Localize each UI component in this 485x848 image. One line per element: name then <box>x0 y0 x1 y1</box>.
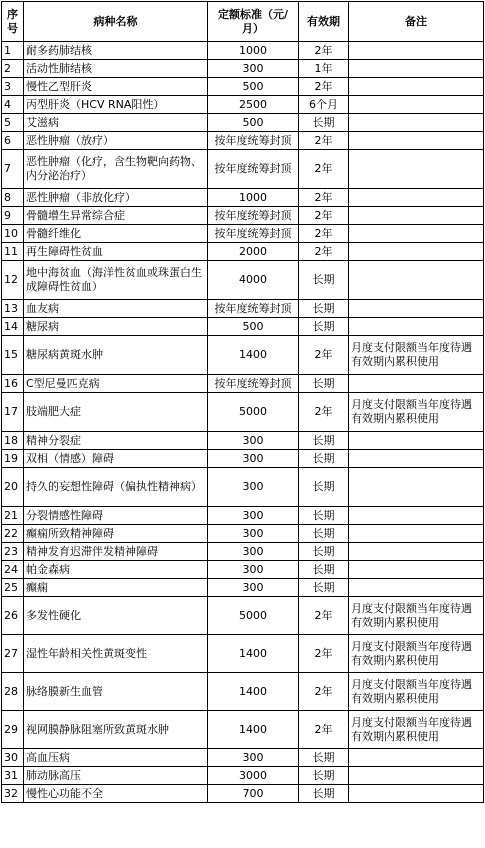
cell-serial-number: 18 <box>2 432 24 450</box>
cell-disease-name: 恶性肿瘤（放疗） <box>24 132 208 150</box>
cell-disease-name: 丙型肝炎（HCV RNA阳性） <box>24 96 208 114</box>
cell-remarks: 月度支付限额当年度待遇有效期内累积使用 <box>349 711 484 749</box>
cell-valid-period: 长期 <box>299 432 349 450</box>
cell-disease-name: 糖尿病 <box>24 318 208 336</box>
table-row <box>2 114 484 132</box>
cell-quota-standard: 1000 <box>208 42 299 60</box>
cell-quota-standard: 300 <box>208 749 299 767</box>
cell-serial-number: 2 <box>2 60 24 78</box>
cell-disease-name: C型尼曼匹克病 <box>24 375 208 393</box>
cell-remarks <box>349 543 484 561</box>
cell-quota-standard: 300 <box>208 450 299 468</box>
cell-quota-standard: 500 <box>208 114 299 132</box>
cell-valid-period: 2年 <box>299 225 349 243</box>
cell-disease-name: 再生障碍性贫血 <box>24 243 208 261</box>
cell-quota-standard: 4000 <box>208 261 299 300</box>
cell-quota-standard: 按年度统筹封顶 <box>208 300 299 318</box>
cell-serial-number: 26 <box>2 597 24 635</box>
cell-quota-standard: 按年度统筹封顶 <box>208 132 299 150</box>
cell-remarks <box>349 42 484 60</box>
cell-remarks <box>349 132 484 150</box>
cell-serial-number: 21 <box>2 507 24 525</box>
table-row <box>2 42 484 60</box>
cell-valid-period: 长期 <box>299 375 349 393</box>
cell-serial-number: 7 <box>2 150 24 189</box>
cell-remarks <box>349 450 484 468</box>
cell-quota-standard: 1400 <box>208 336 299 375</box>
cell-disease-name: 高血压病 <box>24 749 208 767</box>
header-serial-number: 序号 <box>2 2 24 42</box>
cell-valid-period: 1年 <box>299 60 349 78</box>
cell-quota-standard: 按年度统筹封顶 <box>208 225 299 243</box>
cell-serial-number: 28 <box>2 673 24 711</box>
cell-valid-period: 长期 <box>299 261 349 300</box>
cell-serial-number: 19 <box>2 450 24 468</box>
cell-valid-period: 长期 <box>299 767 349 785</box>
cell-disease-name: 慢性心功能不全 <box>24 785 208 803</box>
table-row <box>2 673 484 711</box>
cell-remarks <box>349 78 484 96</box>
cell-quota-standard: 300 <box>208 543 299 561</box>
cell-disease-name: 地中海贫血（海洋性贫血或珠蛋白生成障碍性贫血） <box>24 261 208 300</box>
cell-disease-name: 分裂情感性障碍 <box>24 507 208 525</box>
cell-valid-period: 2年 <box>299 207 349 225</box>
table-row <box>2 300 484 318</box>
cell-valid-period: 2年 <box>299 150 349 189</box>
cell-quota-standard: 1400 <box>208 635 299 673</box>
cell-serial-number: 10 <box>2 225 24 243</box>
cell-valid-period: 长期 <box>299 300 349 318</box>
cell-quota-standard: 300 <box>208 579 299 597</box>
cell-quota-standard: 300 <box>208 561 299 579</box>
table-row <box>2 189 484 207</box>
cell-serial-number: 31 <box>2 767 24 785</box>
cell-remarks <box>349 561 484 579</box>
cell-valid-period: 长期 <box>299 450 349 468</box>
cell-remarks <box>349 150 484 189</box>
cell-disease-name: 脉络膜新生血管 <box>24 673 208 711</box>
cell-remarks <box>349 749 484 767</box>
cell-quota-standard: 按年度统筹封顶 <box>208 150 299 189</box>
cell-remarks <box>349 468 484 507</box>
cell-serial-number: 23 <box>2 543 24 561</box>
cell-quota-standard: 300 <box>208 60 299 78</box>
cell-quota-standard: 500 <box>208 78 299 96</box>
header-quota-standard: 定额标准（元/月） <box>208 2 299 42</box>
table-row <box>2 579 484 597</box>
table-body <box>2 42 484 803</box>
cell-serial-number: 9 <box>2 207 24 225</box>
cell-disease-name: 精神分裂症 <box>24 432 208 450</box>
cell-valid-period: 长期 <box>299 543 349 561</box>
cell-remarks <box>349 261 484 300</box>
cell-quota-standard: 300 <box>208 432 299 450</box>
cell-serial-number: 11 <box>2 243 24 261</box>
cell-serial-number: 5 <box>2 114 24 132</box>
table-row <box>2 132 484 150</box>
cell-remarks <box>349 96 484 114</box>
header-disease-name: 病种名称 <box>24 2 208 42</box>
cell-disease-name: 骨髓纤维化 <box>24 225 208 243</box>
cell-disease-name: 帕金森病 <box>24 561 208 579</box>
cell-valid-period: 长期 <box>299 785 349 803</box>
table-row <box>2 225 484 243</box>
table-row <box>2 525 484 543</box>
cell-serial-number: 15 <box>2 336 24 375</box>
cell-quota-standard: 5000 <box>208 597 299 635</box>
cell-valid-period: 2年 <box>299 42 349 60</box>
cell-quota-standard: 1400 <box>208 673 299 711</box>
cell-disease-name: 肺动脉高压 <box>24 767 208 785</box>
table-row <box>2 393 484 432</box>
cell-valid-period: 长期 <box>299 468 349 507</box>
cell-serial-number: 30 <box>2 749 24 767</box>
cell-remarks: 月度支付限额当年度待遇有效期内累积使用 <box>349 393 484 432</box>
table-row <box>2 207 484 225</box>
cell-quota-standard: 3000 <box>208 767 299 785</box>
cell-disease-name: 糖尿病黄斑水肿 <box>24 336 208 375</box>
cell-valid-period: 2年 <box>299 336 349 375</box>
table-row <box>2 60 484 78</box>
cell-remarks <box>349 375 484 393</box>
cell-disease-name: 活动性肺结核 <box>24 60 208 78</box>
cell-valid-period: 2年 <box>299 673 349 711</box>
cell-remarks <box>349 60 484 78</box>
table-row <box>2 597 484 635</box>
cell-disease-name: 视网膜静脉阻塞所致黄斑水肿 <box>24 711 208 749</box>
table-row <box>2 561 484 579</box>
cell-valid-period: 2年 <box>299 635 349 673</box>
cell-remarks <box>349 579 484 597</box>
cell-remarks <box>349 243 484 261</box>
cell-valid-period: 长期 <box>299 561 349 579</box>
cell-serial-number: 13 <box>2 300 24 318</box>
cell-remarks <box>349 189 484 207</box>
cell-remarks: 月度支付限额当年度待遇有效期内累积使用 <box>349 635 484 673</box>
cell-valid-period: 2年 <box>299 711 349 749</box>
cell-valid-period: 2年 <box>299 78 349 96</box>
table-row <box>2 785 484 803</box>
table-row <box>2 150 484 189</box>
cell-disease-name: 血友病 <box>24 300 208 318</box>
cell-serial-number: 4 <box>2 96 24 114</box>
table-row <box>2 261 484 300</box>
cell-quota-standard: 300 <box>208 507 299 525</box>
cell-quota-standard: 2500 <box>208 96 299 114</box>
cell-serial-number: 14 <box>2 318 24 336</box>
cell-disease-name: 精神发育迟滞伴发精神障碍 <box>24 543 208 561</box>
cell-serial-number: 25 <box>2 579 24 597</box>
cell-valid-period: 2年 <box>299 132 349 150</box>
cell-disease-name: 恶性肿瘤（非放化疗） <box>24 189 208 207</box>
cell-remarks <box>349 432 484 450</box>
cell-serial-number: 32 <box>2 785 24 803</box>
cell-disease-name: 癫痫 <box>24 579 208 597</box>
disease-quota-table <box>1 1 484 803</box>
table-row <box>2 432 484 450</box>
cell-disease-name: 多发性硬化 <box>24 597 208 635</box>
cell-valid-period: 2年 <box>299 597 349 635</box>
cell-remarks <box>349 767 484 785</box>
cell-valid-period: 长期 <box>299 318 349 336</box>
table-row <box>2 543 484 561</box>
cell-remarks <box>349 300 484 318</box>
cell-serial-number: 29 <box>2 711 24 749</box>
cell-remarks: 月度支付限额当年度待遇有效期内累积使用 <box>349 597 484 635</box>
cell-quota-standard: 1400 <box>208 711 299 749</box>
table-row <box>2 243 484 261</box>
cell-remarks: 月度支付限额当年度待遇有效期内累积使用 <box>349 336 484 375</box>
cell-serial-number: 3 <box>2 78 24 96</box>
table-header-row <box>2 2 484 42</box>
cell-valid-period: 长期 <box>299 525 349 543</box>
cell-serial-number: 16 <box>2 375 24 393</box>
cell-disease-name: 骨髓增生异常综合症 <box>24 207 208 225</box>
cell-disease-name: 持久的妄想性障碍（偏执性精神病） <box>24 468 208 507</box>
table-row <box>2 78 484 96</box>
cell-valid-period: 2年 <box>299 243 349 261</box>
header-valid-period: 有效期 <box>299 2 349 42</box>
table-row <box>2 635 484 673</box>
cell-quota-standard: 按年度统筹封顶 <box>208 207 299 225</box>
cell-remarks <box>349 525 484 543</box>
cell-disease-name: 双相（情感）障碍 <box>24 450 208 468</box>
cell-serial-number: 22 <box>2 525 24 543</box>
cell-quota-standard: 700 <box>208 785 299 803</box>
cell-disease-name: 艾滋病 <box>24 114 208 132</box>
cell-remarks <box>349 207 484 225</box>
cell-quota-standard: 300 <box>208 468 299 507</box>
cell-valid-period: 长期 <box>299 749 349 767</box>
cell-serial-number: 20 <box>2 468 24 507</box>
cell-valid-period: 长期 <box>299 114 349 132</box>
table-row <box>2 96 484 114</box>
cell-disease-name: 慢性乙型肝炎 <box>24 78 208 96</box>
table-row <box>2 450 484 468</box>
cell-serial-number: 1 <box>2 42 24 60</box>
cell-disease-name: 湿性年龄相关性黄斑变性 <box>24 635 208 673</box>
cell-quota-standard: 1000 <box>208 189 299 207</box>
cell-quota-standard: 500 <box>208 318 299 336</box>
cell-serial-number: 24 <box>2 561 24 579</box>
cell-serial-number: 17 <box>2 393 24 432</box>
cell-serial-number: 12 <box>2 261 24 300</box>
cell-remarks <box>349 318 484 336</box>
table-row <box>2 767 484 785</box>
header-remarks: 备注 <box>349 2 484 42</box>
cell-remarks: 月度支付限额当年度待遇有效期内累积使用 <box>349 673 484 711</box>
cell-serial-number: 6 <box>2 132 24 150</box>
cell-quota-standard: 5000 <box>208 393 299 432</box>
cell-remarks <box>349 114 484 132</box>
cell-valid-period: 6个月 <box>299 96 349 114</box>
table-row <box>2 749 484 767</box>
cell-valid-period: 长期 <box>299 507 349 525</box>
cell-disease-name: 耐多药肺结核 <box>24 42 208 60</box>
table-row <box>2 507 484 525</box>
cell-remarks <box>349 507 484 525</box>
table-row <box>2 318 484 336</box>
cell-valid-period: 2年 <box>299 393 349 432</box>
cell-disease-name: 癫痫所致精神障碍 <box>24 525 208 543</box>
cell-quota-standard: 按年度统筹封顶 <box>208 375 299 393</box>
cell-quota-standard: 300 <box>208 525 299 543</box>
table-row <box>2 336 484 375</box>
cell-valid-period: 长期 <box>299 579 349 597</box>
cell-disease-name: 肢端肥大症 <box>24 393 208 432</box>
cell-valid-period: 2年 <box>299 189 349 207</box>
cell-disease-name: 恶性肿瘤（化疗，含生物靶向药物、内分泌治疗） <box>24 150 208 189</box>
cell-quota-standard: 2000 <box>208 243 299 261</box>
cell-serial-number: 8 <box>2 189 24 207</box>
table-row <box>2 711 484 749</box>
table-row <box>2 375 484 393</box>
cell-remarks <box>349 225 484 243</box>
cell-remarks <box>349 785 484 803</box>
cell-serial-number: 27 <box>2 635 24 673</box>
table-row <box>2 468 484 507</box>
